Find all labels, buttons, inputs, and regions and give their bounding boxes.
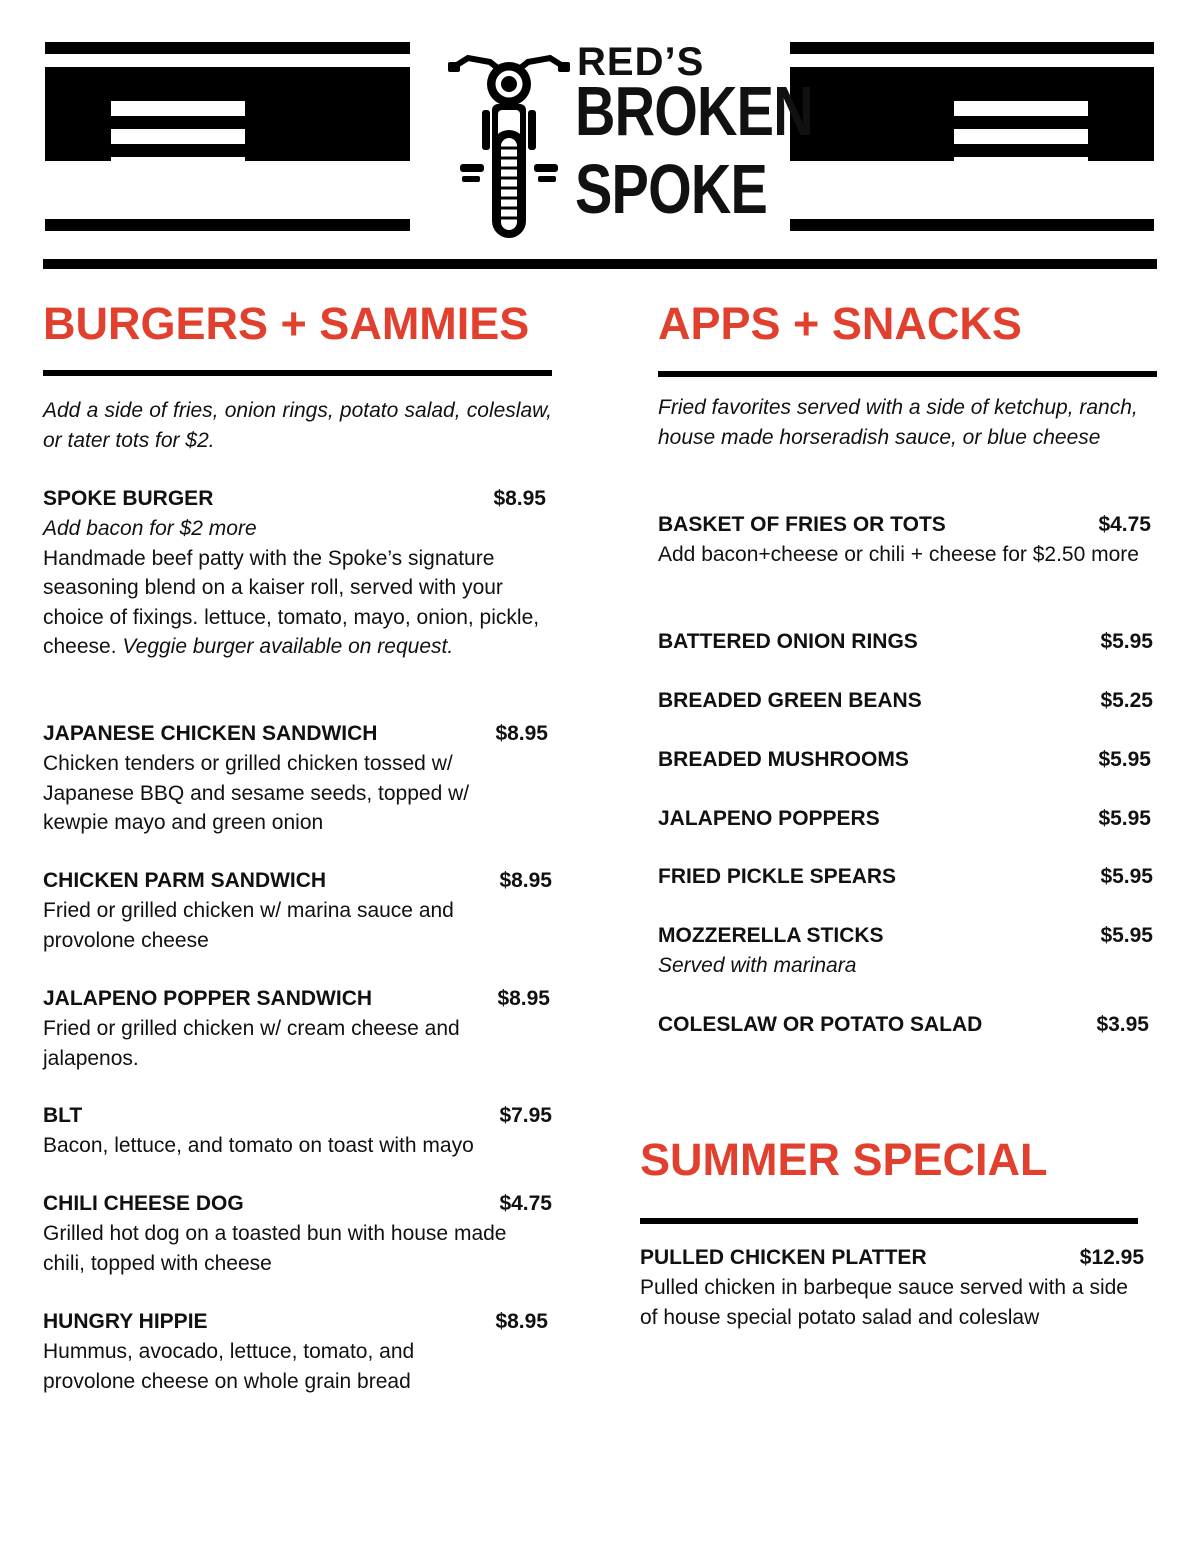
item-name: BREADED MUSHROOMS <box>658 748 909 771</box>
apps-intro: Fried favorites served with a side of ketchup, ranch, house made horseradish sauce, or blue cheese <box>658 396 1138 449</box>
burgers-section-rule <box>43 370 552 376</box>
item-name: COLESLAW OR POTATO SALAD <box>658 1013 983 1036</box>
menu-item-basket-of-fries-or-tots <box>658 510 1151 570</box>
item-name: JAPANESE CHICKEN SANDWICH <box>43 722 378 745</box>
menu-item-blt <box>43 1101 552 1161</box>
right-banner-stripe-top <box>790 42 1154 54</box>
menu-item-battered-onion-rings <box>658 627 1153 657</box>
apps-section-rule <box>658 371 1157 377</box>
logo-text-reds: RED’S <box>577 40 705 84</box>
logo-text-broken: BROKEN <box>575 72 813 150</box>
item-name: HUNGRY HIPPIE <box>43 1310 208 1333</box>
item-price: $8.95 <box>493 487 546 510</box>
item-name: BREADED GREEN BEANS <box>658 689 922 712</box>
menu-item-fried-pickle-spears <box>658 862 1153 892</box>
item-price: $8.95 <box>495 722 548 745</box>
menu-item-hungry-hippie <box>43 1307 548 1396</box>
item-description-italic: Veggie burger available on request. <box>122 635 454 658</box>
item-name: SPOKE BURGER <box>43 487 214 510</box>
item-price: $4.75 <box>1098 513 1151 536</box>
item-price: $8.95 <box>497 987 550 1010</box>
right-banner-block <box>790 67 1154 161</box>
item-name: BLT <box>43 1104 83 1127</box>
menu-item-breaded-green-beans <box>658 686 1153 716</box>
item-description: Pulled chicken in barbeque sauce served with a side of house special potato salad and coleslaw <box>640 1276 1128 1329</box>
apps-section-title: APPS + SNACKS <box>658 298 1022 349</box>
item-name: BASKET OF FRIES OR TOTS <box>658 513 946 536</box>
menu-item-jalapeno-popper-sandwich <box>43 984 550 1073</box>
menu-item-pulled-chicken-platter <box>640 1243 1144 1332</box>
item-description: Grilled hot dog on a toasted bun with house made chili, topped with cheese <box>43 1222 507 1275</box>
item-price: $12.95 <box>1079 1246 1144 1269</box>
item-price: $5.95 <box>1098 807 1151 830</box>
item-price: $3.95 <box>1096 1013 1149 1036</box>
menu-item-japanese-chicken-sandwich <box>43 719 548 838</box>
left-banner-block <box>45 67 410 161</box>
item-price: $5.95 <box>1100 924 1153 947</box>
right-banner-stripe-bottom <box>790 219 1154 231</box>
item-note: Add bacon for $2 more <box>43 517 257 540</box>
item-price: $4.75 <box>499 1192 552 1215</box>
special-section-rule <box>640 1218 1138 1224</box>
menu-item-chicken-parm-sandwich <box>43 866 552 955</box>
item-description: Bacon, lettuce, and tomato on toast with mayo <box>43 1134 474 1157</box>
special-section-title: SUMMER SPECIAL <box>640 1134 1048 1185</box>
item-description: Add bacon+cheese or chili + cheese for $2.50 more <box>658 543 1139 566</box>
item-name: JALAPENO POPPERS <box>658 807 880 830</box>
burgers-intro: Add a side of fries, onion rings, potato salad, coleslaw, or tater tots for $2. <box>43 399 552 452</box>
item-price: $5.95 <box>1100 865 1153 888</box>
menu-item-spoke-burger <box>43 484 548 662</box>
item-price: $5.95 <box>1098 748 1151 771</box>
item-name: CHICKEN PARM SANDWICH <box>43 869 327 892</box>
item-price: $8.95 <box>499 869 552 892</box>
item-description: Hummus, avocado, lettuce, tomato, and provolone cheese on whole grain bread <box>43 1340 415 1393</box>
item-description-text: Handmade beef patty with the Spoke’s signature seasoning blend on a kaiser roll, served with your choice of fixings. lettuce, tomato, mayo, onion, pickle, cheese. <box>43 546 540 658</box>
menu-item-jalapeno-poppers <box>658 804 1151 834</box>
menu-item-breaded-mushrooms <box>658 745 1151 775</box>
item-price: $7.95 <box>499 1104 552 1127</box>
burgers-section-title: BURGERS + SAMMIES <box>43 298 530 349</box>
item-name: FRIED PICKLE SPEARS <box>658 865 897 888</box>
item-description: Fried or grilled chicken w/ cream cheese and jalapenos. <box>43 1017 460 1070</box>
left-banner-stripe-top <box>45 42 410 54</box>
logo-text-spoke: SPOKE <box>575 150 768 228</box>
header-divider <box>43 259 1157 269</box>
left-banner-stripe-bottom <box>45 219 410 231</box>
item-name: JALAPENO POPPER SANDWICH <box>43 987 373 1010</box>
item-description: Fried or grilled chicken w/ marina sauce and provolone cheese <box>43 899 454 952</box>
item-price: $5.25 <box>1100 689 1153 712</box>
menu-item-coleslaw-or-potato-salad <box>658 1010 1149 1040</box>
item-description: Chicken tenders or grilled chicken tossed w/ Japanese BBQ and sesame seeds, topped w/ kewpie mayo and green onion <box>43 752 470 834</box>
motorcycle-logo-icon <box>448 48 570 240</box>
item-name: PULLED CHICKEN PLATTER <box>640 1246 927 1269</box>
item-name: MOZZERELLA STICKS <box>658 924 884 947</box>
item-note: Served with marinara <box>658 954 857 977</box>
item-price: $5.95 <box>1100 630 1153 653</box>
item-name: CHILI CHEESE DOG <box>43 1192 244 1215</box>
item-description <box>43 544 548 662</box>
item-name: BATTERED ONION RINGS <box>658 630 918 653</box>
item-price: $8.95 <box>495 1310 548 1333</box>
menu-item-chili-cheese-dog <box>43 1189 552 1278</box>
menu-item-mozzerella-sticks <box>658 921 1153 981</box>
